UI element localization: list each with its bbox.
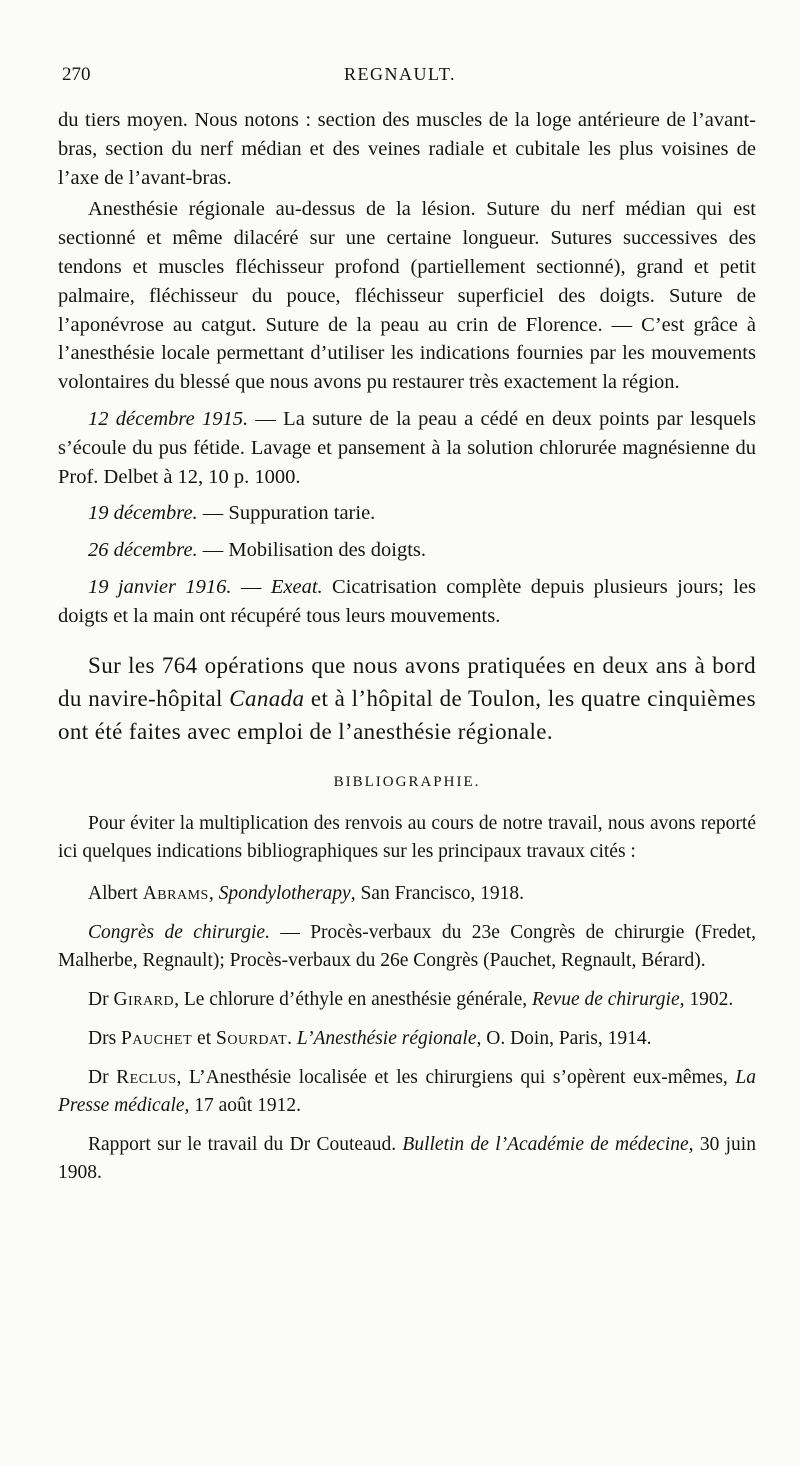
entry-date: 26 décembre.: [88, 539, 198, 562]
body-text: [58, 106, 756, 1187]
bibliography-intro: Pour éviter la multiplication des renvois au cours de notre travail, nous avons reporté ici quelques indications bibliographiques sur les principaux travaux cités :: [58, 812, 756, 862]
entry-26-december: [58, 536, 756, 565]
exeat-label: Exeat.: [270, 575, 323, 598]
entry-date: 19 janvier 1916.: [88, 575, 232, 598]
entry-text: Cicatrisation complète depuis plusieurs jours; les doigts et la main ont récupéré tous leurs mouvements.: [58, 575, 756, 627]
entry-text: — Suppuration tarie.: [197, 502, 376, 525]
entry-text: — La suture de la peau a cédé en deux points par lesquels s’écoule du pus fétide. Lavage et pansement à la solution chlorurée magnésienne du Prof. Delbet à 12, 10 p. 1000.: [58, 407, 756, 488]
reference-girard: Dr Girard, Le chlorure d’éthyle en anesthésie générale, Revue de chirurgie, 1902.: [88, 988, 734, 1010]
paragraph-operation: Anesthésie régionale au-dessus de la lésion. Suture du nerf médian qui est sectionné et même dilacéré sur une certaine longueur. Sutures successives des tendons et muscles fléchisseur profond (partiellement sectionné), grand et petit palmaire, fléchisseur du pouce, fléchisseur superficiel des doigts. Suture de l’aponévrose au catgut. Suture de la peau au crin de Florence. — C’est grâce à l’anesthésie locale permettant d’utiliser les indications fournies par les mouvements volontaires du blessé que nous avons pu restaurer très exactement la région.: [58, 198, 756, 394]
journal-title: La Presse médicale: [58, 1066, 756, 1116]
entry-19-january: 19 janvier 1916. — Exeat. Cicatrisation complète depuis plusieurs jours; les doigts et la main ont récupéré tous leurs mouvements.: [58, 575, 756, 627]
journal-title: Bulletin de l’Académie de médecine: [402, 1133, 689, 1155]
summary-paragraph: Sur les 764 opérations que nous avons pratiquées en deux ans à bord du navire-hôpital Canada et à l’hôpital de Toulon, les quatre cinquièmes ont été faites avec emploi de l’anesthésie régionale.: [58, 652, 756, 744]
entry-date: 12 décembre 1915.: [88, 407, 249, 430]
author-name: Reclus: [116, 1066, 177, 1088]
author-name: Abrams: [142, 882, 209, 904]
work-title: L’Anesthésie régionale: [296, 1027, 477, 1049]
work-title: Congrès de chirurgie.: [88, 921, 270, 943]
paragraph-observation-end: du tiers moyen. Nous notons : section des muscles de la loge antérieure de l’avant-bras, section du nerf médian et des veines radiale et cubitale les plus voisines de l’axe de l’avant-bras.: [58, 109, 756, 189]
author-name: Sourdat: [216, 1027, 288, 1049]
entry-date: 19 décembre.: [88, 502, 198, 525]
entry-12-december: [58, 405, 756, 491]
journal-title: Revue de chirurgie: [531, 988, 680, 1010]
reference-couteaud: Rapport sur le travail du Dr Couteaud. Bulletin de l’Académie de médecine, 30 juin 1908.: [58, 1133, 756, 1183]
reference-abrams: Albert Abrams, Spondylotherapy, San Francisco, 1918.: [88, 882, 525, 904]
running-title: REGNAULT.: [344, 64, 456, 84]
bibliography: [58, 810, 756, 1187]
reference-reclus: Dr Reclus, L’Anesthésie localisée et les chirurgiens qui s’opèrent eux-mêmes, La Presse médicale, 17 août 1912.: [58, 1066, 756, 1116]
reference-pauchet-sourdat: Drs Pauchet et Sourdat. L’Anesthésie régionale, O. Doin, Paris, 1914.: [88, 1027, 652, 1049]
entry-19-december: [58, 499, 756, 528]
reference-congres: Congrès de chirurgie. — Procès-verbaux du 23e Congrès de chirurgie (Fredet, Malherbe, Regnault); Procès-verbaux du 26e Congrès (Pauchet, Regnault, Bérard).: [58, 921, 756, 971]
work-title: Spondylotherapy: [218, 882, 351, 904]
author-name: Pauchet: [121, 1027, 193, 1049]
running-head: [62, 64, 750, 94]
entry-text: — Mobilisation des doigts.: [197, 539, 427, 562]
page-number: 270: [62, 64, 91, 85]
bibliography-heading: BIBLIOGRAPHIE.: [333, 773, 481, 790]
author-name: Girard: [113, 988, 175, 1010]
ship-name: Canada: [229, 685, 305, 711]
